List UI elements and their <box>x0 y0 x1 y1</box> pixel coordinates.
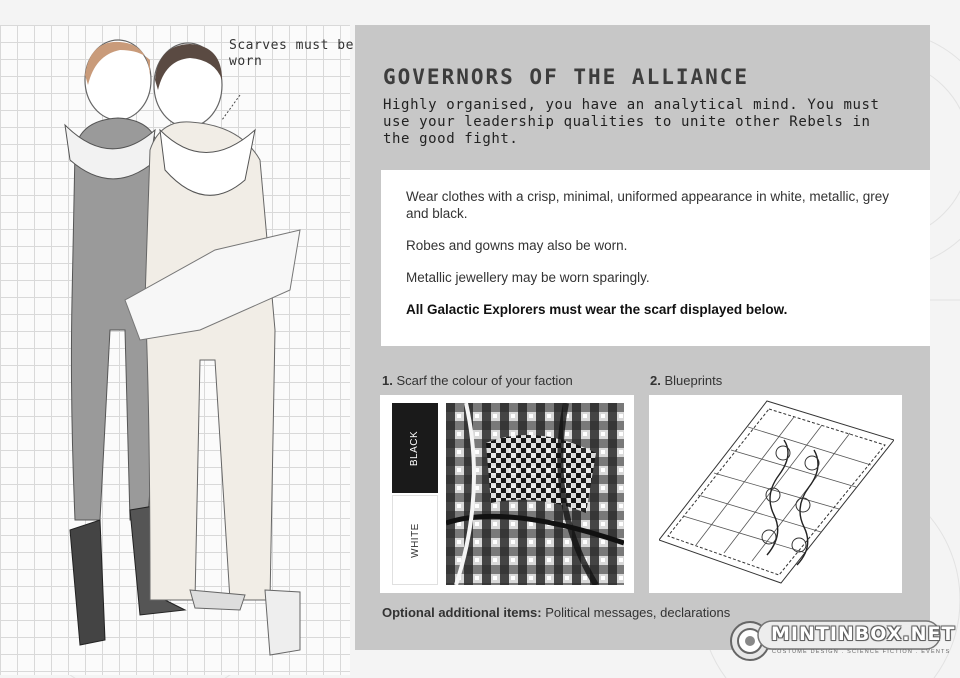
scarf-item-text: Scarf the colour of your faction <box>396 373 573 388</box>
guideline-robes: Robes and gowns may also be worn. <box>406 238 628 253</box>
optional-items-text: Political messages, declarations <box>545 605 731 620</box>
blueprint-image-box <box>649 395 902 593</box>
guideline-jewellery: Metallic jewellery may be worn sparingly. <box>406 270 650 285</box>
mintinbox-logo <box>728 617 956 665</box>
page-title: GOVERNORS OF THE ALLIANCE <box>383 65 750 89</box>
faction-description: Highly organised, you have an analytical mind. You must use your leadership qualities to unite other Rebels in the good fight. <box>383 97 880 147</box>
scarf-image-box <box>380 395 634 593</box>
figure-white-outfit <box>145 43 300 655</box>
scarf-item-number: 1. <box>382 373 393 388</box>
optional-items <box>382 605 730 620</box>
blueprints-item-number: 2. <box>650 373 661 388</box>
info-panel <box>355 25 930 650</box>
guideline-scarf-rule: All Galactic Explorers must wear the scarf displayed below. <box>406 302 788 317</box>
blueprint-drawing <box>659 395 894 585</box>
blueprints-item-text: Blueprints <box>664 373 723 388</box>
swatch-white-label: WHITE <box>409 522 421 558</box>
logo-tagline: COSTUME DESIGN . SCIENCE FICTION . EVENTS <box>772 649 951 655</box>
figures-illustration <box>40 30 340 675</box>
swatch-white <box>392 495 438 585</box>
swatch-black-label: BLACK <box>409 430 421 466</box>
guideline-clothes: Wear clothes with a crisp, minimal, uniformed appearance in white, metallic, grey and black. <box>406 189 889 221</box>
blueprints-item-label <box>650 373 722 388</box>
optional-items-label: Optional additional items: <box>382 605 542 620</box>
logo-text: MINTINBOX.NET <box>771 623 956 645</box>
scarves-annotation: Scarves must be worn <box>229 38 354 69</box>
scarf-photo <box>446 403 624 585</box>
guidelines-box <box>381 170 930 346</box>
scarf-item-label <box>382 373 573 388</box>
swatch-black <box>392 403 438 493</box>
